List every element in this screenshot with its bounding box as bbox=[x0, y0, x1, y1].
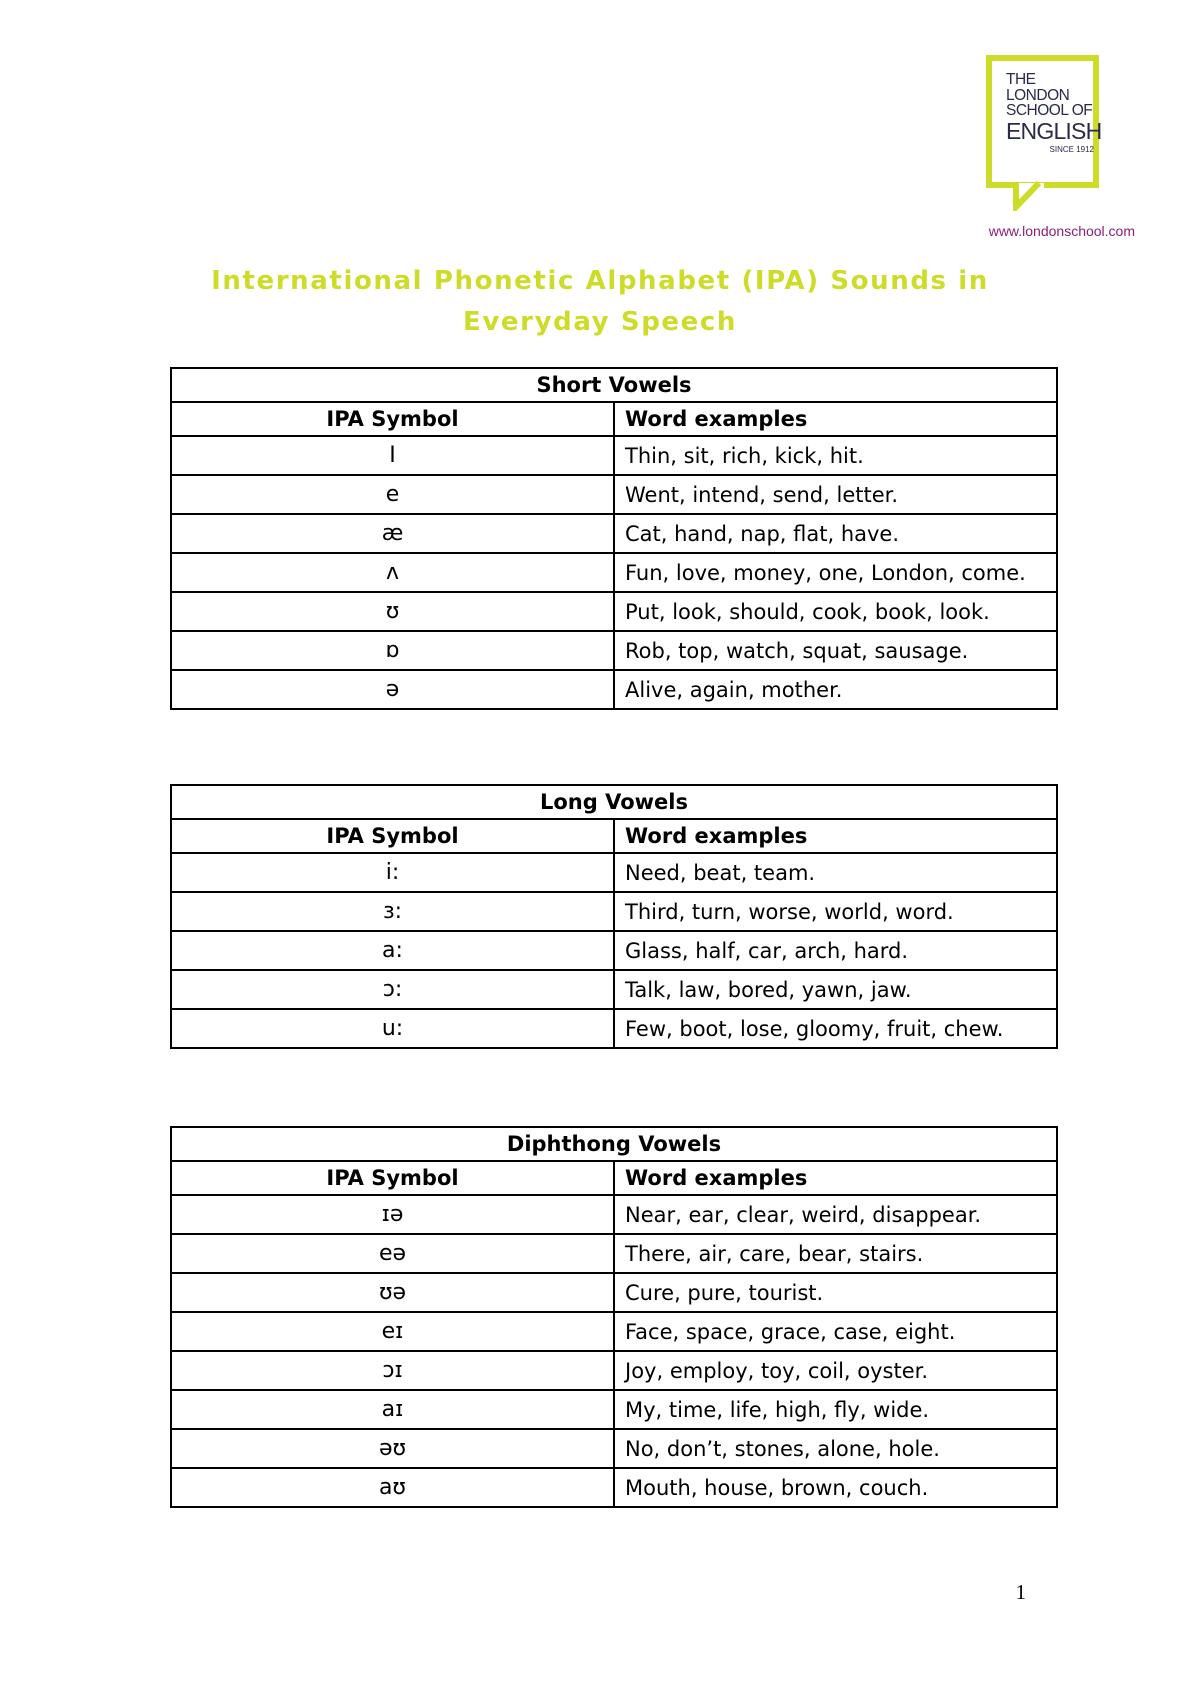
table-row bbox=[171, 436, 1057, 475]
ipa-symbol: ɔ: bbox=[171, 970, 614, 1009]
ipa-symbol: i: bbox=[171, 853, 614, 892]
school-logo bbox=[986, 55, 1111, 210]
table-row bbox=[171, 1468, 1057, 1507]
column-header-examples: Word examples bbox=[614, 819, 1057, 853]
word-examples: Joy, employ, toy, coil, oyster. bbox=[614, 1351, 1057, 1390]
word-examples: There, air, care, bear, stairs. bbox=[614, 1234, 1057, 1273]
logo-line-2: SCHOOL OF bbox=[1006, 102, 1093, 119]
logo-text bbox=[1006, 71, 1102, 154]
logo-line-3: ENGLISH bbox=[1006, 117, 1102, 144]
table-row bbox=[171, 853, 1057, 892]
column-header-symbol: IPA Symbol bbox=[171, 402, 614, 436]
table-row bbox=[171, 1429, 1057, 1468]
word-examples: Put, look, should, cook, book, look. bbox=[614, 592, 1057, 631]
short-vowels-table bbox=[170, 367, 1058, 710]
table-row bbox=[171, 1234, 1057, 1273]
ipa-symbol: I bbox=[171, 436, 614, 475]
ipa-symbol: aʊ bbox=[171, 1468, 614, 1507]
word-examples: Glass, half, car, arch, hard. bbox=[614, 931, 1057, 970]
ipa-symbol: ɪə bbox=[171, 1195, 614, 1234]
word-examples: Cure, pure, tourist. bbox=[614, 1273, 1057, 1312]
table-heading: Diphthong Vowels bbox=[171, 1127, 1057, 1161]
word-examples: Need, beat, team. bbox=[614, 853, 1057, 892]
word-examples: Near, ear, clear, weird, disappear. bbox=[614, 1195, 1057, 1234]
column-header-examples: Word examples bbox=[614, 1161, 1057, 1195]
logo-line-4: SINCE 1912 bbox=[1049, 144, 1094, 154]
table-row bbox=[171, 631, 1057, 670]
column-header-examples: Word examples bbox=[614, 402, 1057, 436]
speech-bubble-tail-icon bbox=[1013, 181, 1053, 211]
word-examples: Face, space, grace, case, eight. bbox=[614, 1312, 1057, 1351]
table-row bbox=[171, 553, 1057, 592]
table-row bbox=[171, 1390, 1057, 1429]
website-link[interactable]: www.londonschool.com bbox=[988, 223, 1135, 239]
word-examples: Third, turn, worse, world, word. bbox=[614, 892, 1057, 931]
ipa-symbol: əʊ bbox=[171, 1429, 614, 1468]
word-examples: Mouth, house, brown, couch. bbox=[614, 1468, 1057, 1507]
word-examples: No, don’t, stones, alone, hole. bbox=[614, 1429, 1057, 1468]
table-row bbox=[171, 1273, 1057, 1312]
table-row bbox=[171, 592, 1057, 631]
ipa-symbol: ɔɪ bbox=[171, 1351, 614, 1390]
word-examples: Few, boot, lose, gloomy, fruit, chew. bbox=[614, 1009, 1057, 1048]
table-row bbox=[171, 1351, 1057, 1390]
ipa-symbol: u: bbox=[171, 1009, 614, 1048]
ipa-symbol: a: bbox=[171, 931, 614, 970]
table-row bbox=[171, 1312, 1057, 1351]
table-row bbox=[171, 1195, 1057, 1234]
table-row bbox=[171, 670, 1057, 709]
ipa-symbol: æ bbox=[171, 514, 614, 553]
table-row bbox=[171, 970, 1057, 1009]
table-heading-row bbox=[171, 785, 1057, 819]
table-heading-row bbox=[171, 368, 1057, 402]
long-vowels-table bbox=[170, 784, 1058, 1049]
word-examples: Went, intend, send, letter. bbox=[614, 475, 1057, 514]
ipa-symbol: aɪ bbox=[171, 1390, 614, 1429]
word-examples: Cat, hand, nap, flat, have. bbox=[614, 514, 1057, 553]
word-examples: Thin, sit, rich, kick, hit. bbox=[614, 436, 1057, 475]
table-column-header-row bbox=[171, 1161, 1057, 1195]
logo-line-1: THE LONDON bbox=[1006, 71, 1070, 104]
diphthong-vowels-table bbox=[170, 1126, 1058, 1508]
ipa-symbol: ʊ bbox=[171, 592, 614, 631]
table-row bbox=[171, 892, 1057, 931]
table-column-header-row bbox=[171, 402, 1057, 436]
ipa-symbol: ʌ bbox=[171, 553, 614, 592]
word-examples: Alive, again, mother. bbox=[614, 670, 1057, 709]
word-examples: Fun, love, money, one, London, come. bbox=[614, 553, 1057, 592]
word-examples: Talk, law, bored, yawn, jaw. bbox=[614, 970, 1057, 1009]
column-header-symbol: IPA Symbol bbox=[171, 819, 614, 853]
table-row bbox=[171, 475, 1057, 514]
table-heading: Short Vowels bbox=[171, 368, 1057, 402]
column-header-symbol: IPA Symbol bbox=[171, 1161, 614, 1195]
table-heading-row bbox=[171, 1127, 1057, 1161]
word-examples: Rob, top, watch, squat, sausage. bbox=[614, 631, 1057, 670]
ipa-symbol: eɪ bbox=[171, 1312, 614, 1351]
ipa-symbol: eə bbox=[171, 1234, 614, 1273]
table-heading: Long Vowels bbox=[171, 785, 1057, 819]
word-examples: My, time, life, high, fly, wide. bbox=[614, 1390, 1057, 1429]
table-row bbox=[171, 514, 1057, 553]
table-column-header-row bbox=[171, 819, 1057, 853]
ipa-symbol: ʊə bbox=[171, 1273, 614, 1312]
document-title: International Phonetic Alphabet (IPA) Sounds in Everyday Speech bbox=[211, 266, 989, 337]
ipa-symbol: ɒ bbox=[171, 631, 614, 670]
table-row bbox=[171, 931, 1057, 970]
ipa-symbol: ɜ: bbox=[171, 892, 614, 931]
page-number: 1 bbox=[1015, 1580, 1026, 1604]
ipa-symbol: e bbox=[171, 475, 614, 514]
table-row bbox=[171, 1009, 1057, 1048]
ipa-symbol: ə bbox=[171, 670, 614, 709]
